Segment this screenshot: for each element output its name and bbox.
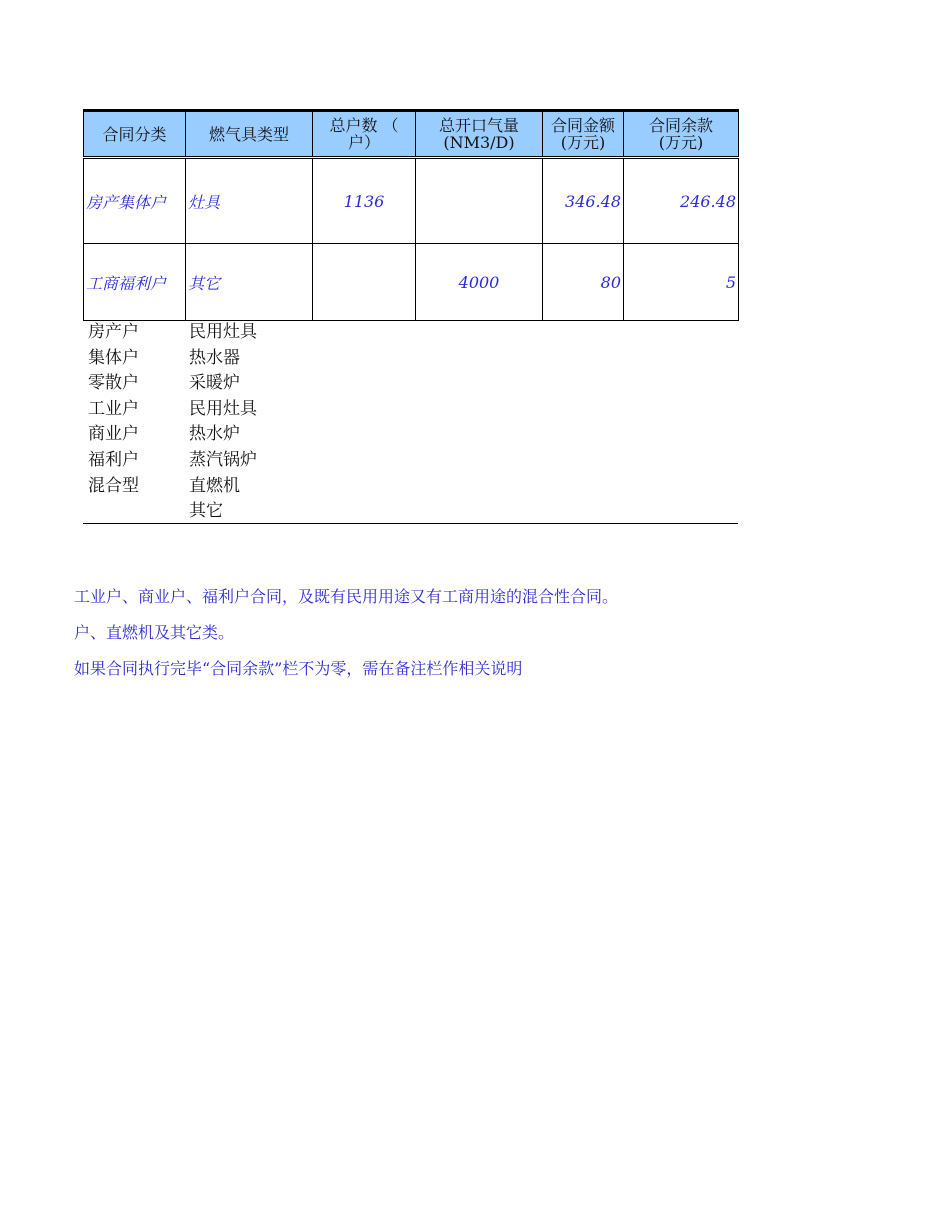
- list-item[interactable]: 热水炉: [189, 424, 240, 445]
- cell-gas-volume[interactable]: 4000: [416, 244, 543, 321]
- header-label-line1: 合同金额: [550, 116, 615, 135]
- cell-amount[interactable]: 346.48: [543, 158, 624, 244]
- list-item[interactable]: 热水器: [189, 347, 240, 368]
- list-item[interactable]: 商业户: [88, 424, 139, 445]
- cell-households[interactable]: [313, 244, 416, 321]
- list-item[interactable]: 零散户: [88, 373, 139, 394]
- header-label-line1: 总开口气量: [438, 116, 519, 135]
- header-label-line1: 合同余款: [648, 116, 713, 135]
- cell-households[interactable]: 1136: [313, 158, 416, 244]
- cell-appliance-type[interactable]: 其它: [186, 244, 313, 321]
- list-item[interactable]: 其它: [189, 501, 223, 522]
- list-item[interactable]: 福利户: [88, 449, 139, 470]
- list-item[interactable]: 民用灶具: [189, 398, 257, 419]
- table-row: [84, 158, 739, 244]
- cell-balance[interactable]: 5: [624, 244, 739, 321]
- header-appliance-type[interactable]: [186, 111, 313, 158]
- contract-table: [83, 109, 739, 321]
- note-line[interactable]: 工业户、商业户、福利户合同，及既有民用用途又有工商用途的混合性合同。: [74, 587, 619, 606]
- note-line[interactable]: 如果合同执行完毕“合同余款”栏不为零，需在备注栏作相关说明: [74, 659, 523, 678]
- table-header-row: [84, 111, 739, 158]
- reference-lists: [83, 320, 738, 524]
- header-label-line2: (万元): [658, 133, 704, 152]
- appliance-type-list: [189, 320, 257, 525]
- note-line[interactable]: 户、直燃机及其它类。: [74, 623, 235, 642]
- cell-amount[interactable]: 80: [543, 244, 624, 321]
- header-total-households[interactable]: [313, 111, 416, 158]
- list-item[interactable]: 直燃机: [189, 475, 240, 496]
- cell-category[interactable]: 房产集体户: [84, 158, 186, 244]
- list-item[interactable]: 民用灶具: [189, 322, 257, 342]
- cell-category[interactable]: 工商福利户: [84, 244, 186, 321]
- cell-appliance-type[interactable]: 灶具: [186, 158, 313, 244]
- header-label: 合同分类: [102, 124, 167, 144]
- header-total-gas-volume[interactable]: [416, 111, 543, 158]
- header-label: 燃气具类型: [208, 124, 289, 144]
- list-item[interactable]: 采暖炉: [189, 373, 240, 394]
- list-item[interactable]: 集体户: [88, 347, 139, 368]
- header-label-line2: (万元): [560, 133, 606, 152]
- list-item[interactable]: 混合型: [88, 475, 139, 496]
- header-label-line2: 户）: [347, 133, 380, 152]
- cell-balance[interactable]: 246.48: [624, 158, 739, 244]
- header-contract-category[interactable]: [84, 111, 186, 158]
- list-item[interactable]: 房产户: [88, 322, 139, 342]
- table-row: [84, 244, 739, 321]
- list-item[interactable]: 工业户: [88, 398, 139, 419]
- header-contract-amount[interactable]: [543, 111, 624, 158]
- cell-gas-volume[interactable]: [416, 158, 543, 244]
- header-label-line2: (NM3/D): [443, 133, 515, 152]
- header-label-line1: 总户数 （: [329, 116, 399, 135]
- header-contract-balance[interactable]: [624, 111, 739, 158]
- category-list: [88, 320, 139, 499]
- list-item[interactable]: 蒸汽锅炉: [189, 449, 257, 470]
